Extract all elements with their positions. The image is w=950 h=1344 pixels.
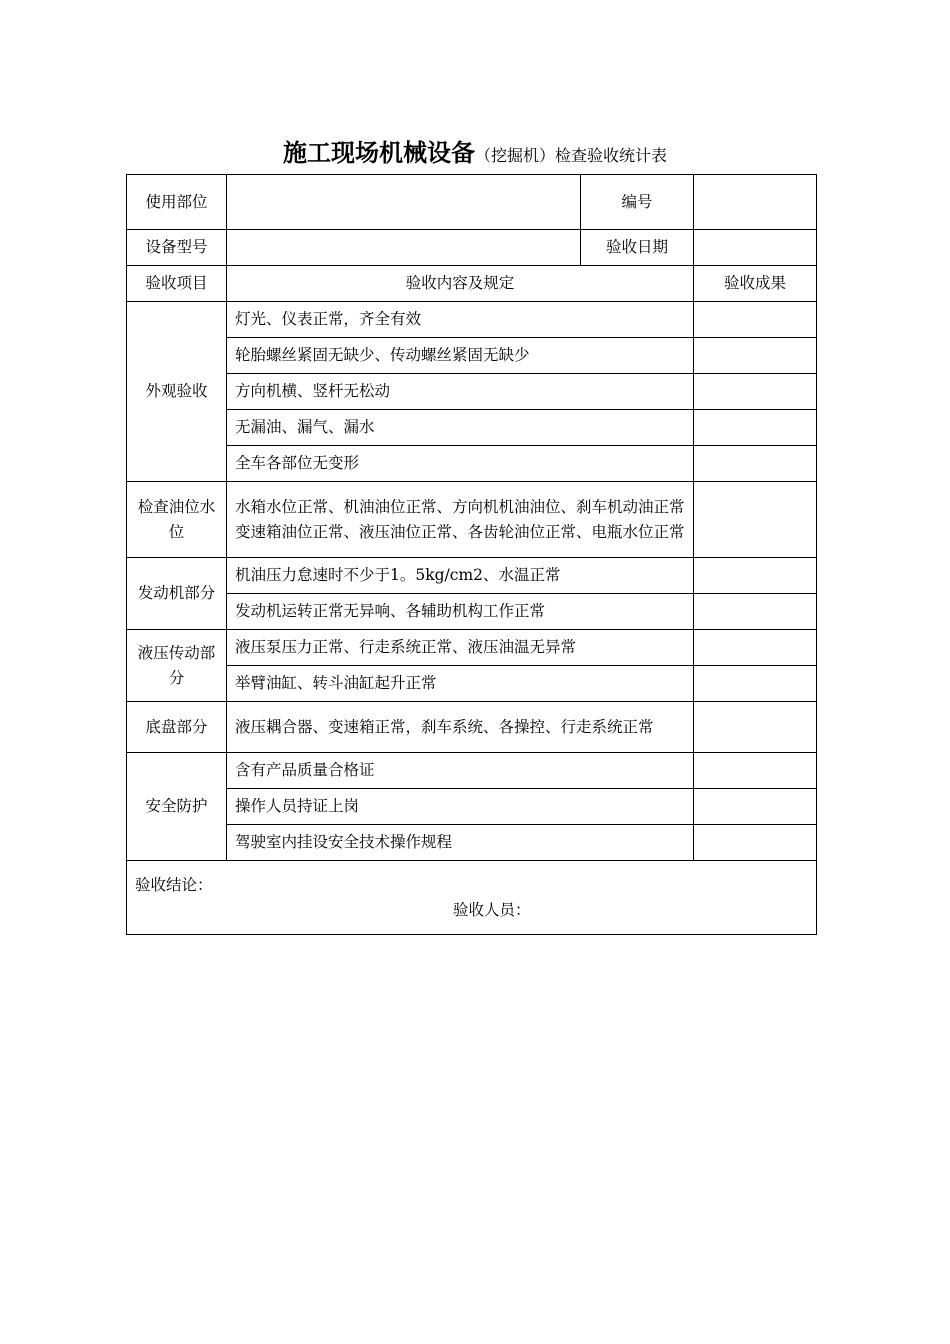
result-cell[interactable] — [694, 702, 817, 753]
col-header-item: 验收项目 — [127, 266, 227, 302]
number-label: 编号 — [581, 175, 694, 230]
header-row-model — [127, 230, 817, 266]
result-cell[interactable] — [694, 482, 817, 558]
criterion-cell: 含有产品质量合格证 — [227, 753, 694, 789]
criterion-cell: 方向机横、竖杆无松动 — [227, 374, 694, 410]
conclusion-cell[interactable] — [127, 861, 817, 935]
section-name: 底盘部分 — [127, 702, 227, 753]
section-name: 发动机部分 — [127, 558, 227, 630]
result-cell[interactable] — [694, 558, 817, 594]
criterion-cell: 全车各部位无变形 — [227, 446, 694, 482]
model-label: 设备型号 — [127, 230, 227, 266]
table-row — [127, 666, 817, 702]
result-cell[interactable] — [694, 446, 817, 482]
criterion-cell: 轮胎螺丝紧固无缺少、传动螺丝紧固无缺少 — [227, 338, 694, 374]
section-name: 检查油位水位 — [127, 482, 227, 558]
criterion-cell: 驾驶室内挂设安全技术操作规程 — [227, 825, 694, 861]
inspection-table — [126, 174, 817, 935]
criterion-cell: 无漏油、漏气、漏水 — [227, 410, 694, 446]
number-value-cell[interactable] — [694, 175, 817, 230]
result-cell[interactable] — [694, 666, 817, 702]
table-row — [127, 789, 817, 825]
criterion-cell: 液压耦合器、变速箱正常，刹车系统、各操控、行走系统正常 — [227, 702, 694, 753]
title-main: 施工现场机械设备 — [282, 138, 475, 167]
result-cell[interactable] — [694, 753, 817, 789]
dept-value-cell[interactable] — [227, 175, 581, 230]
criterion-cell: 操作人员持证上岗 — [227, 789, 694, 825]
criterion-cell: 发动机运转正常无异响、各辅助机构工作正常 — [227, 594, 694, 630]
table-row — [127, 338, 817, 374]
criterion-cell: 液压泵压力正常、行走系统正常、液压油温无异常 — [227, 630, 694, 666]
col-header-content: 验收内容及规定 — [227, 266, 694, 302]
column-header-row — [127, 266, 817, 302]
criterion-cell: 灯光、仪表正常，齐全有效 — [227, 302, 694, 338]
table-row — [127, 374, 817, 410]
inspector-label: 验收人员： — [453, 900, 531, 919]
table-row — [127, 702, 817, 753]
section-name: 外观验收 — [127, 302, 227, 482]
conclusion-label: 验收结论： — [135, 875, 213, 894]
result-cell[interactable] — [694, 825, 817, 861]
col-header-result: 验收成果 — [694, 266, 817, 302]
date-label: 验收日期 — [581, 230, 694, 266]
result-cell[interactable] — [694, 338, 817, 374]
date-value-cell[interactable] — [694, 230, 817, 266]
header-row-dept — [127, 175, 817, 230]
table-row — [127, 630, 817, 666]
section-name: 安全防护 — [127, 753, 227, 861]
table-row — [127, 558, 817, 594]
title-sub: （挖掘机）检查验收统计表 — [474, 146, 667, 165]
table-row — [127, 594, 817, 630]
result-cell[interactable] — [694, 410, 817, 446]
table-row — [127, 410, 817, 446]
section-name: 液压传动部分 — [127, 630, 227, 702]
table-row — [127, 753, 817, 789]
conclusion-row — [127, 861, 817, 935]
table-row — [127, 302, 817, 338]
criterion-cell: 举臂油缸、转斗油缸起升正常 — [227, 666, 694, 702]
result-cell[interactable] — [694, 374, 817, 410]
criterion-cell: 水箱水位正常、机油油位正常、方向机机油油位、刹车机动油正常变速箱油位正常、液压油位正常、各齿轮油位正常、电瓶水位正常 — [227, 482, 694, 558]
result-cell[interactable] — [694, 630, 817, 666]
table-row — [127, 446, 817, 482]
table-row — [127, 825, 817, 861]
result-cell[interactable] — [694, 789, 817, 825]
table-row — [127, 482, 817, 558]
dept-label: 使用部位 — [127, 175, 227, 230]
page-title — [0, 133, 950, 168]
model-value-cell[interactable] — [227, 230, 581, 266]
result-cell[interactable] — [694, 302, 817, 338]
result-cell[interactable] — [694, 594, 817, 630]
criterion-cell: 机油压力怠速时不少于1。5kg/cm2、水温正常 — [227, 558, 694, 594]
